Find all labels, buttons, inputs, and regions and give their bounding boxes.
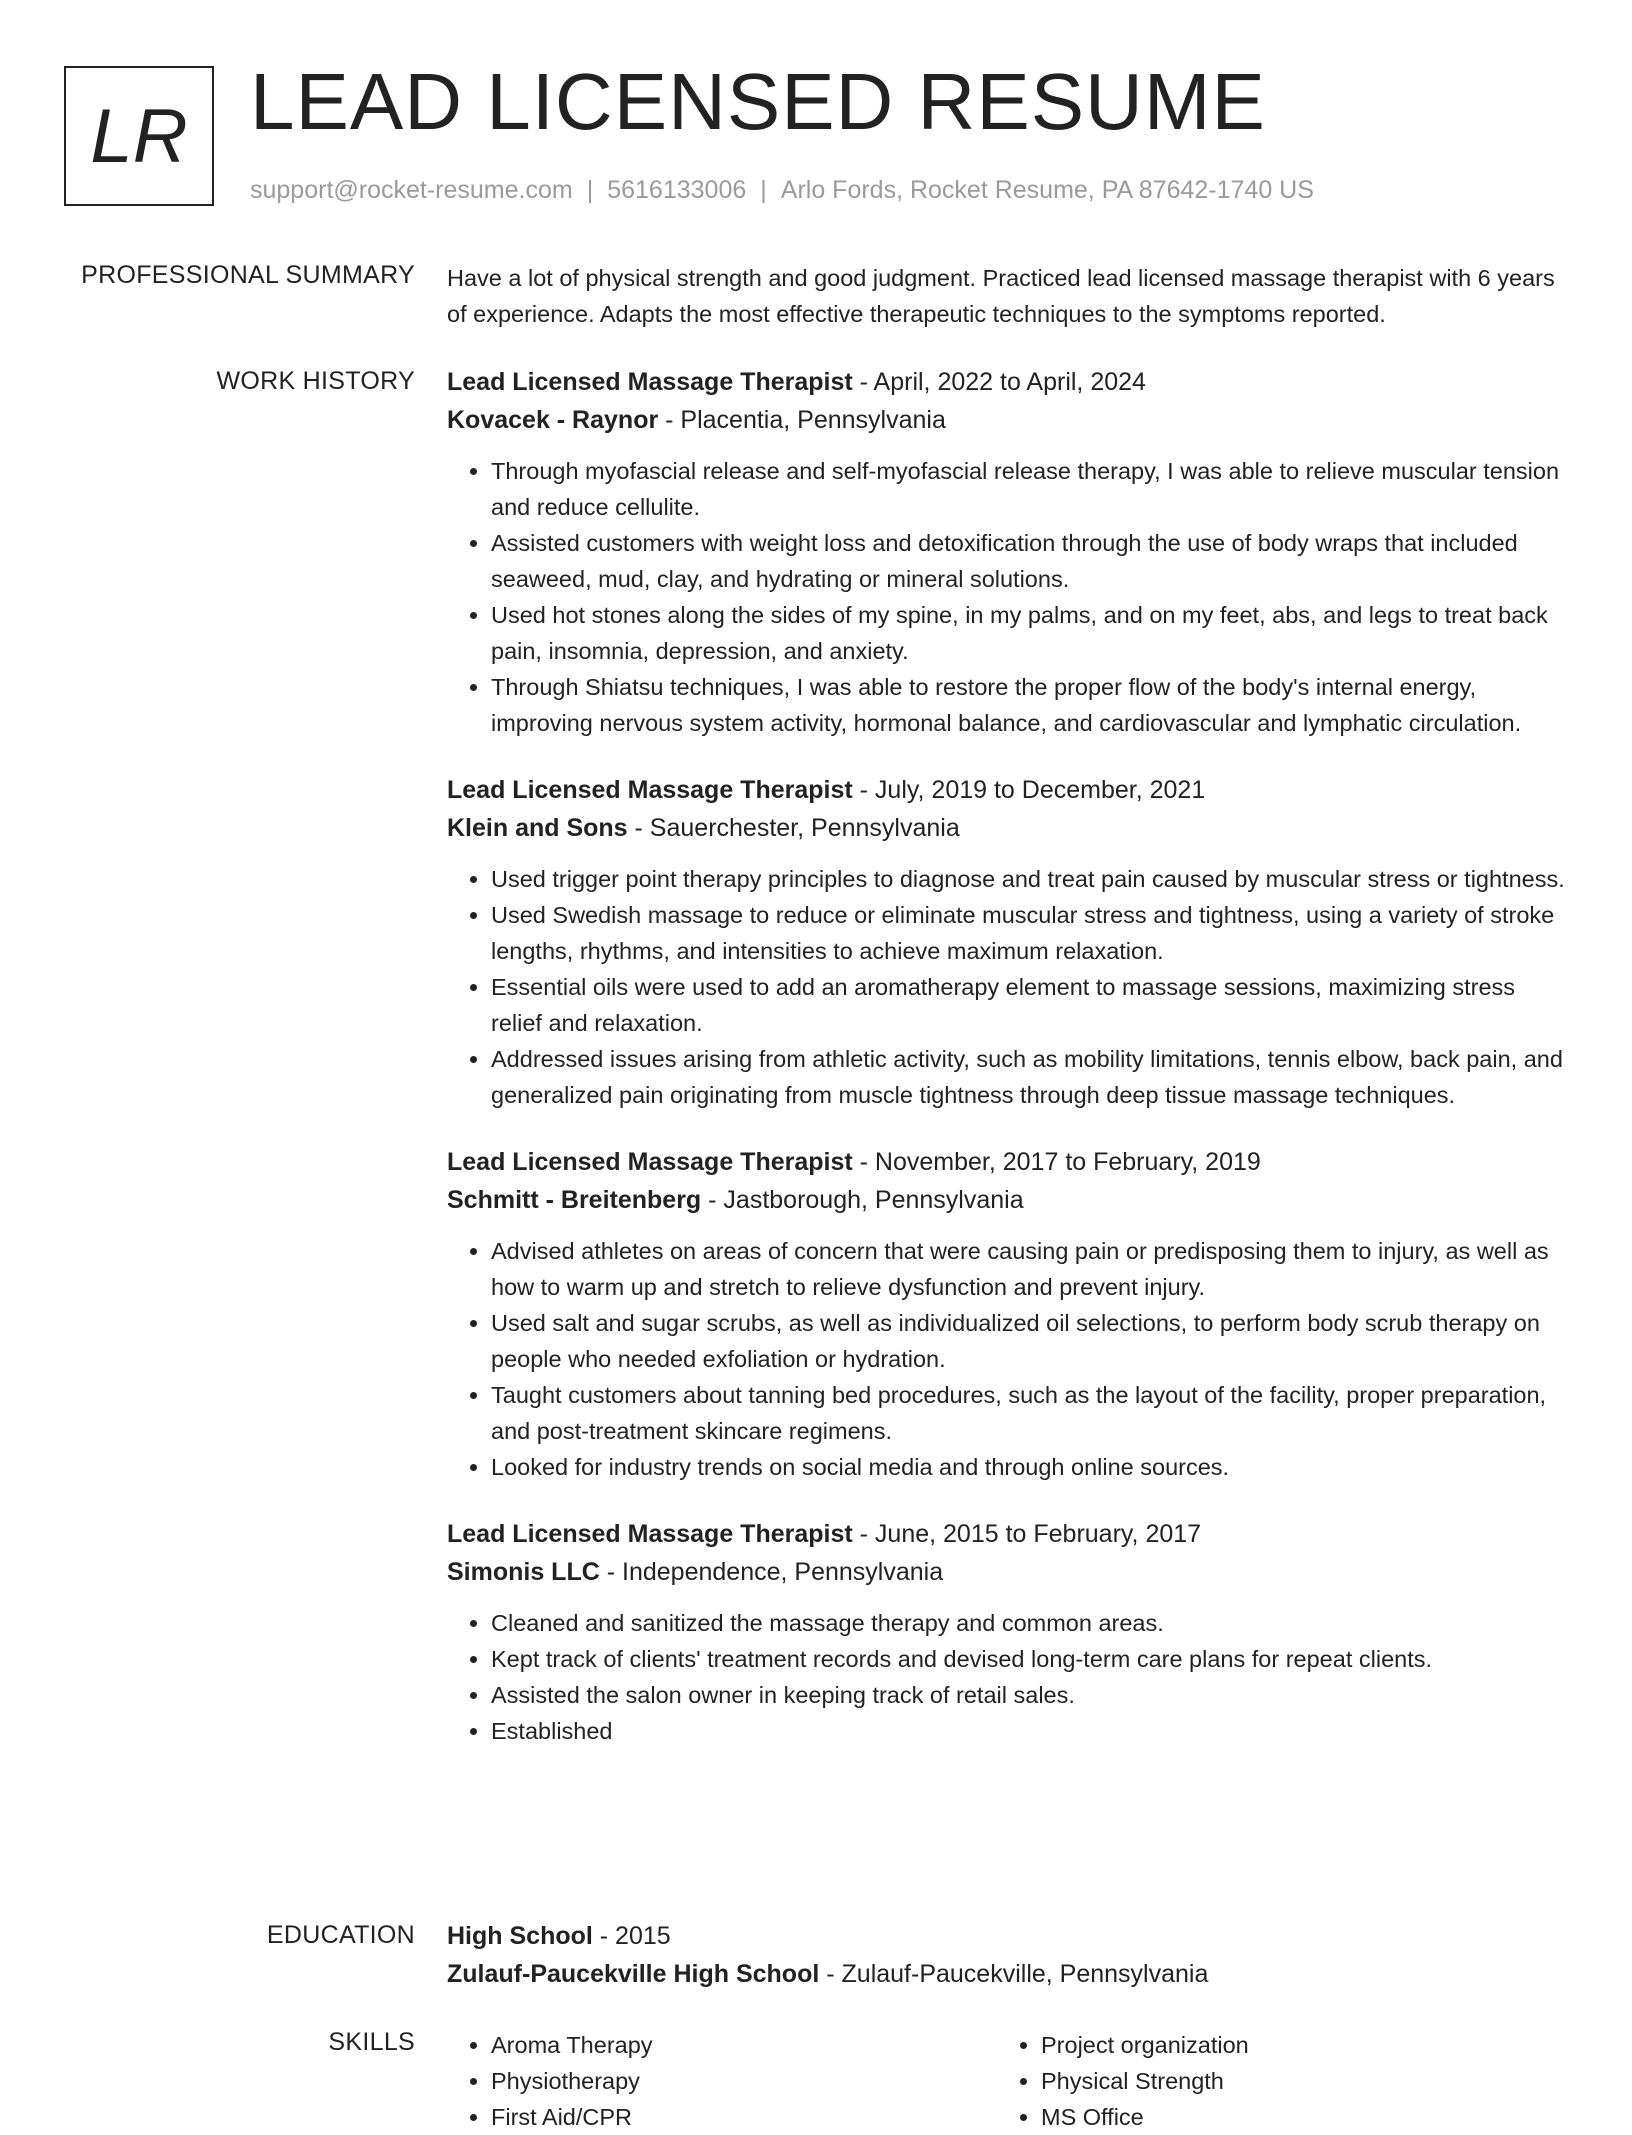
education-degree-line	[447, 1917, 1567, 1955]
job-bullet: • Kept track of clients' treatment records and devised long-term care plans for repeat clients.	[491, 1641, 1567, 1677]
skills-column-left	[447, 2027, 997, 2135]
contact-address: Arlo Fords, Rocket Resume, PA 87642-1740 US	[780, 176, 1314, 204]
skills-column-right	[997, 2027, 1547, 2135]
skill-item: • Project organization	[1041, 2027, 1547, 2063]
job-title: Lead Licensed Massage Therapist	[447, 776, 853, 804]
job-dates: - July, 2019 to December, 2021	[852, 776, 1206, 804]
job-title-line	[447, 1143, 1567, 1181]
job-dates: - April, 2022 to April, 2024	[852, 368, 1146, 396]
skill-item: • First Aid/CPR	[491, 2099, 997, 2135]
work-history-list	[447, 363, 1567, 1779]
job-entry	[447, 771, 1567, 1113]
education-degree: High School	[447, 1922, 593, 1950]
job-title: Lead Licensed Massage Therapist	[447, 368, 853, 396]
job-location: - Independence, Pennsylvania	[599, 1558, 944, 1586]
contact-separator: |	[760, 176, 767, 204]
job-company: Kovacek - Raynor	[447, 406, 659, 434]
job-entry	[447, 1143, 1567, 1485]
education-heading: EDUCATION	[266, 1921, 415, 1949]
resume-title: LEAD LICENSED RESUME	[250, 57, 1266, 146]
job-entry	[447, 363, 1567, 741]
job-company-line	[447, 1181, 1567, 1219]
job-company: Klein and Sons	[447, 814, 628, 842]
job-title-line	[447, 363, 1567, 401]
job-company-line	[447, 1553, 1567, 1591]
job-bullet: • Through Shiatsu techniques, I was able to restore the proper flow of the body's internal energy, improving nervous system activity, hormonal balance, and cardiovascular and lymphatic circulation.	[491, 669, 1567, 741]
job-bullet: • Looked for industry trends on social media and through online sources.	[491, 1449, 1567, 1485]
job-bullets	[447, 861, 1567, 1113]
job-bullet: • Assisted customers with weight loss and detoxification through the use of body wraps that included seaweed, mud, clay, and hydrating or mineral solutions.	[491, 525, 1567, 597]
monogram-logo: LR	[64, 66, 214, 206]
job-location: - Sauerchester, Pennsylvania	[627, 814, 960, 842]
summary-heading: PROFESSIONAL SUMMARY	[81, 261, 415, 289]
education-school-line	[447, 1955, 1567, 1993]
contact-email: support@rocket-resume.com	[250, 176, 573, 204]
contact-line	[250, 176, 1314, 205]
contact-phone: 5616133006	[607, 176, 747, 204]
job-bullet: • Taught customers about tanning bed procedures, such as the layout of the facility, proper preparation, and post-treatment skincare regimens.	[491, 1377, 1567, 1449]
skills-list	[447, 2027, 1567, 2135]
skill-item: • MS Office	[1041, 2099, 1547, 2135]
summary-text: Have a lot of physical strength and good judgment. Practiced lead licensed massage therapist with 6 years of experience. Adapts the most effective therapeutic techniques to the symptoms reported.	[447, 265, 1555, 327]
work-history-heading: WORK HISTORY	[216, 367, 415, 395]
job-bullet: • Established	[491, 1713, 1567, 1749]
job-company-line	[447, 401, 1567, 439]
skill-item: • Physiotherapy	[491, 2063, 997, 2099]
skill-item: • Aroma Therapy	[491, 2027, 997, 2063]
job-location: - Jastborough, Pennsylvania	[701, 1186, 1024, 1214]
job-company: Schmitt - Breitenberg	[447, 1186, 702, 1214]
job-bullet: • Advised athletes on areas of concern that were causing pain or predisposing them to injury, as well as how to warm up and stretch to relieve dysfunction and prevent injury.	[491, 1233, 1567, 1305]
contact-separator: |	[586, 176, 594, 204]
job-bullet: • Used salt and sugar scrubs, as well as individualized oil selections, to perform body scrub therapy on people who needed exfoliation or hydration.	[491, 1305, 1567, 1377]
job-bullets	[447, 1605, 1567, 1749]
skill-item: • Physical Strength	[1041, 2063, 1547, 2099]
job-bullet: • Used trigger point therapy principles to diagnose and treat pain caused by muscular stress or tightness.	[491, 861, 1567, 897]
education-entry	[447, 1917, 1567, 1993]
job-bullet: • Assisted the salon owner in keeping track of retail sales.	[491, 1677, 1567, 1713]
education-school: Zulauf-Paucekville High School	[447, 1960, 820, 1988]
job-company-line	[447, 809, 1567, 847]
skills-heading: SKILLS	[328, 2028, 415, 2056]
job-bullets	[447, 1233, 1567, 1485]
job-title-line	[447, 771, 1567, 809]
education-location: - Zulauf-Paucekville, Pennsylvania	[819, 1960, 1209, 1988]
job-location: - Placentia, Pennsylvania	[658, 406, 946, 434]
job-bullet: • Through myofascial release and self-myofascial release therapy, I was able to relieve muscular tension and reduce cellulite.	[491, 453, 1567, 525]
job-title: Lead Licensed Massage Therapist	[447, 1148, 853, 1176]
job-dates: - November, 2017 to February, 2019	[852, 1148, 1261, 1176]
job-bullets	[447, 453, 1567, 741]
job-title-line	[447, 1515, 1567, 1553]
job-entry	[447, 1515, 1567, 1749]
job-title: Lead Licensed Massage Therapist	[447, 1520, 853, 1548]
job-bullet: • Addressed issues arising from athletic activity, such as mobility limitations, tennis elbow, back pain, and generalized pain originating from muscle tightness through deep tissue massage techniques.	[491, 1041, 1567, 1113]
job-bullet: • Essential oils were used to add an aromatherapy element to massage sessions, maximizing stress relief and relaxation.	[491, 969, 1567, 1041]
job-bullet: • Used hot stones along the sides of my spine, in my palms, and on my feet, abs, and legs to treat back pain, insomnia, depression, and anxiety.	[491, 597, 1567, 669]
job-dates: - June, 2015 to February, 2017	[852, 1520, 1202, 1548]
education-year: - 2015	[592, 1922, 671, 1950]
job-bullet: • Used Swedish massage to reduce or eliminate muscular stress and tightness, using a variety of stroke lengths, rhythms, and intensities to achieve maximum relaxation.	[491, 897, 1567, 969]
job-bullet: • Cleaned and sanitized the massage therapy and common areas.	[491, 1605, 1567, 1641]
job-company: Simonis LLC	[447, 1558, 600, 1586]
